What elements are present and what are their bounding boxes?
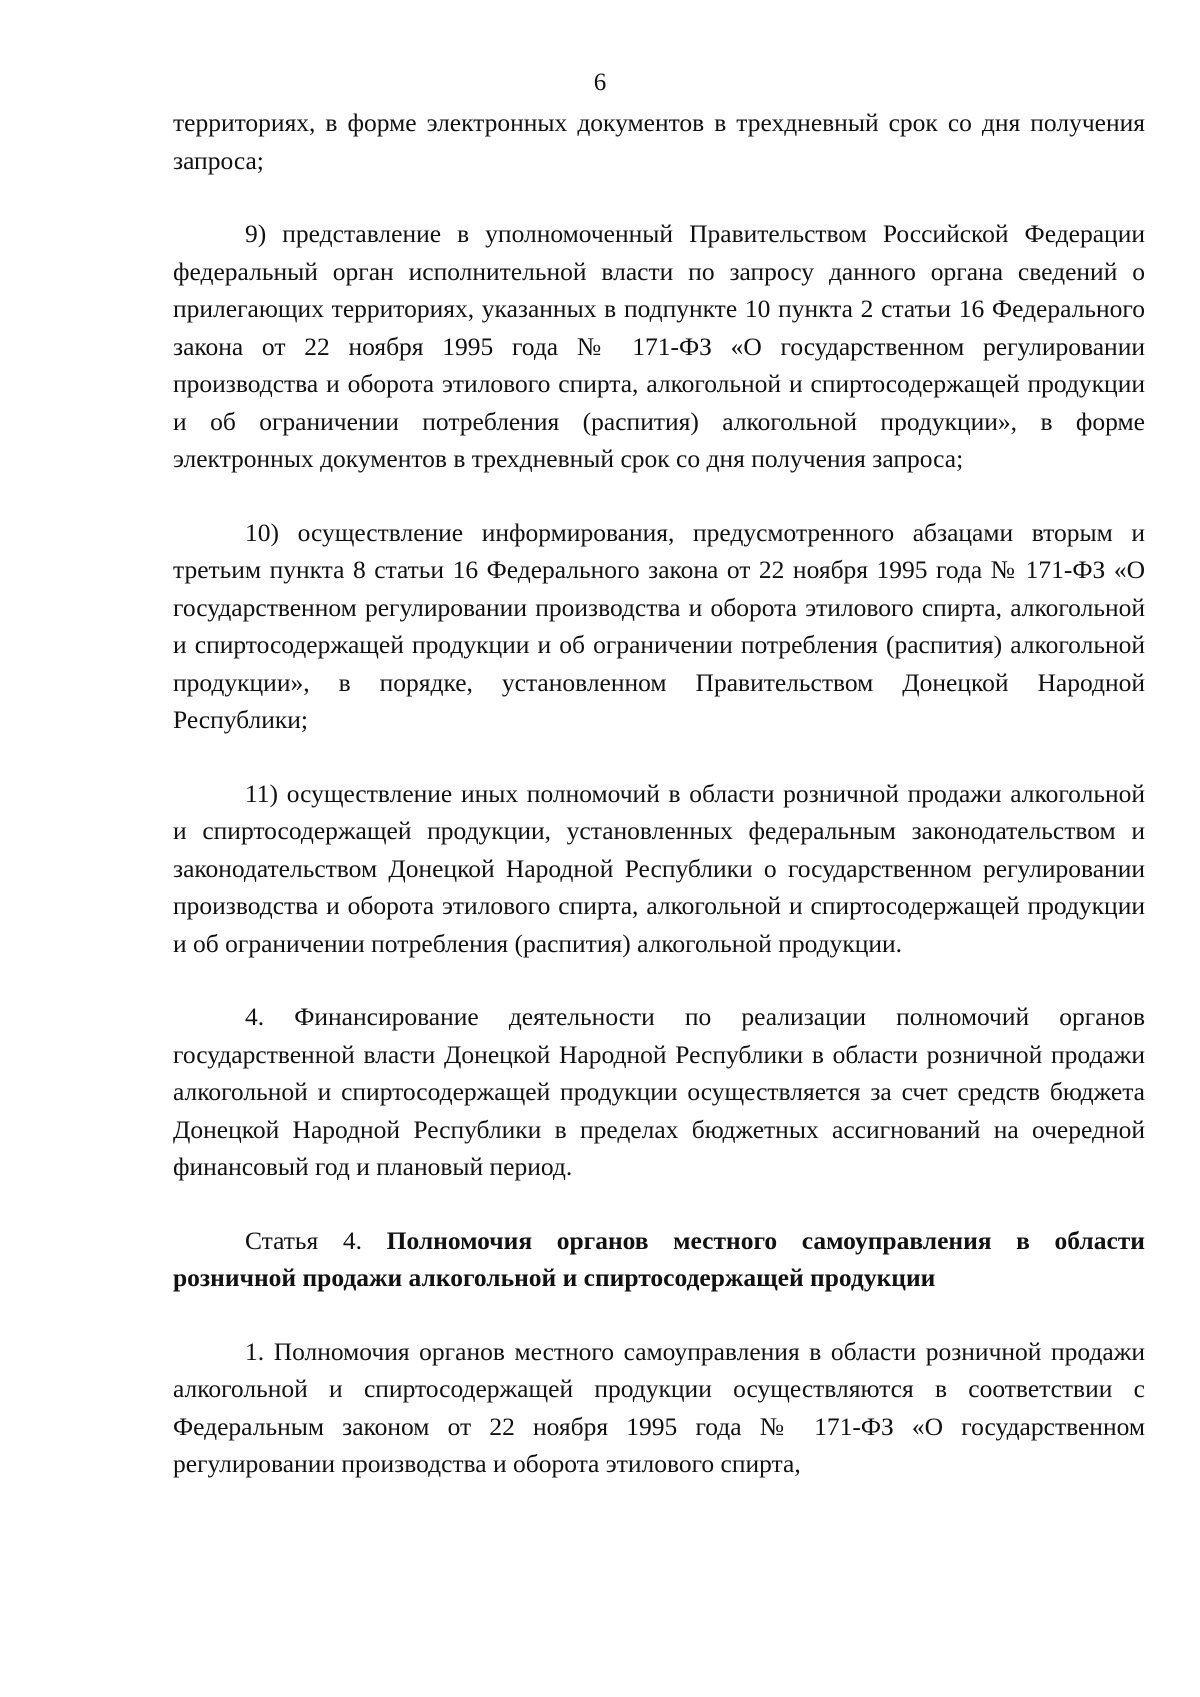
article-heading-prefix: Статья 4. <box>245 1225 363 1255</box>
paragraph-article4-point-1: 1. Полномочия органов местного самоуправления в области розничной продажи алкогольной и спиртосодержащей продукции осуществляются в соответствии с Федеральным законом от 22 ноября 1995 года № 171-ФЗ «О государственном регулировании производства и оборота этилового спирта, <box>173 1336 1145 1478</box>
article-heading-title: Полномочия органов местного самоуправления в области розничной продажи алкогольной и спиртосодержащей продукции <box>173 1225 1145 1292</box>
document-body <box>173 104 1145 1483</box>
paragraph-continued: территориях, в форме электронных документов в трехдневный срок со дня получения запроса; <box>173 108 1145 175</box>
paragraph-item-10: 10) осуществление информирования, предусмотренного абзацами вторым и третьим пункта 8 статьи 16 Федерального закона от 22 ноября 1995 года № 171-ФЗ «О государственном регулировании производства и оборота этилового спирта, алкогольной и спиртосодержащей продукции и об ограничении потребления (распития) алкогольной продукции», в порядке, установленном Правительством Донецкой Народной Республики; <box>173 517 1145 734</box>
paragraph-point-4: 4. Финансирование деятельности по реализации полномочий органов государственной власти Донецкой Народной Республики в области розничной продажи алкогольной и спиртосодержащей продукции осуществляется за счет средств бюджета Донецкой Народной Республики в пределах бюджетных ассигнований на очередной финансовый год и плановый период. <box>173 1002 1145 1181</box>
article-heading <box>173 1222 1145 1297</box>
page-number: 6 <box>593 69 607 96</box>
paragraph-item-9: 9) представление в уполномоченный Правительством Российской Федерации федеральный орган исполнительной власти по запросу данного органа сведений о прилегающих территориях, указанных в подпункте 10 пункта 2 статьи 16 Федерального закона от 22 ноября 1995 года № 171-ФЗ «О государственном регулировании производства и оборота этилового спирта, алкогольной и спиртосодержащей продукции и об ограничении потребления (распития) алкогольной продукции», в форме электронных документов в трехдневный срок со дня получения запроса; <box>173 219 1145 473</box>
paragraph-item-11: 11) осуществление иных полномочий в области розничной продажи алкогольной и спиртосодержащей продукции, установленных федеральным законодательством и законодательством Донецкой Народной Республики о государственном регулировании производства и оборота этилового спирта, алкогольной и спиртосодержащей продукции и об ограничении потребления (распития) алкогольной продукции. <box>173 778 1145 958</box>
